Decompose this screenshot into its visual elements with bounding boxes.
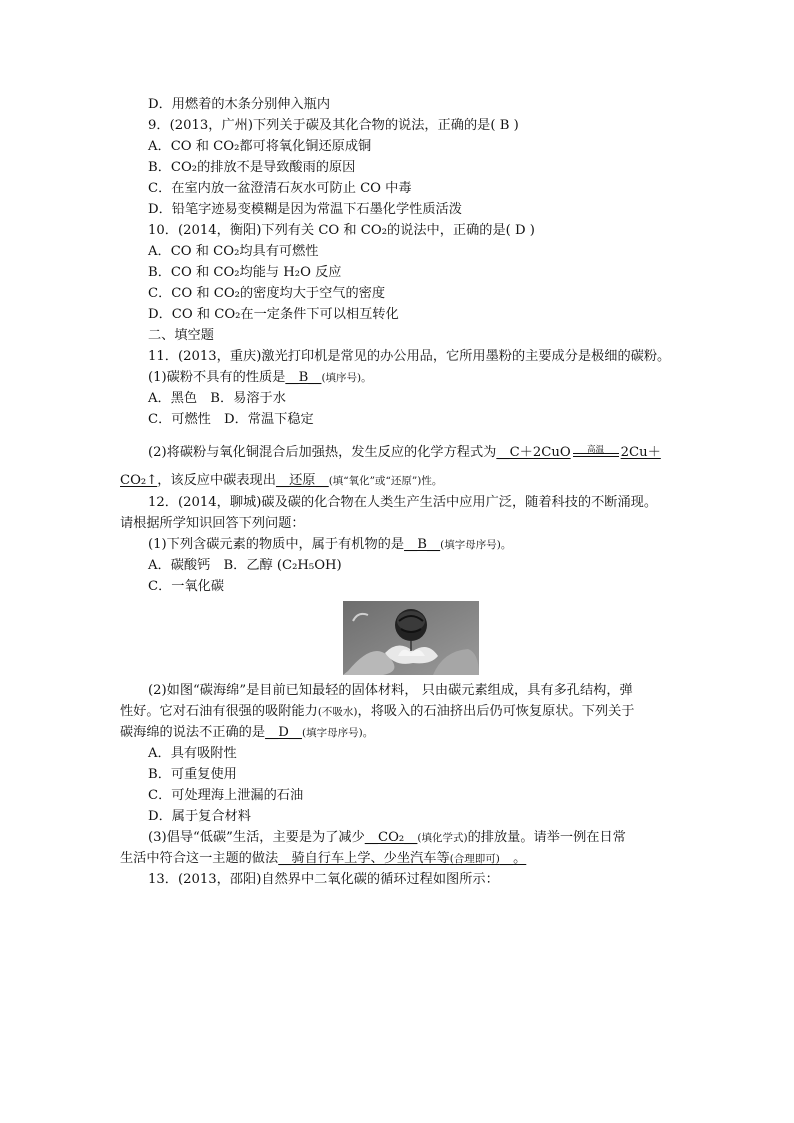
q12-part1 <box>148 536 511 554</box>
q11-part1-hint: (填序号)。 <box>321 372 372 384</box>
q12-part2-option-a: A．具有吸附性 <box>148 746 237 761</box>
q11-options-ab: A．黑色 B．易溶于水 <box>148 391 286 406</box>
q11-part2-answer: __还原__ <box>275 473 329 488</box>
q11-options-cd: C．可燃性 D．常温下稳定 <box>148 412 314 427</box>
q12-part3-hint1: (填化学式) <box>417 832 468 844</box>
q12-part2: (2)如图“碳海绵”是目前已知最轻的固体材料， 只由碳元素组成，具有多孔结构，弹 <box>148 683 633 698</box>
q12-part2-note: (不吸水) <box>317 706 358 718</box>
option-d-q9: D．铅笔字迹易变模糊是因为常温下石墨化学性质活泼 <box>148 202 462 217</box>
option-b-q9: B．CO₂的排放不是导致酸雨的原因 <box>148 160 356 175</box>
question-13: 13．(2013，邵阳)自然界中二氧化碳的循环过程如图所示： <box>148 872 499 887</box>
reaction-condition-label: 高温 <box>587 445 605 455</box>
q12-part2-text2: ，将吸入的石油挤出后仍可恢复原状。下列关于 <box>357 704 635 719</box>
q11-part2-cont <box>120 472 442 490</box>
q12-part1-answer: __B__ <box>404 537 441 552</box>
q11-part2-equation-end: CO₂↑ <box>120 473 158 488</box>
q11-part1-answer: __B__ <box>285 370 322 385</box>
q12-part2-hint: (填字母序号)。 <box>302 727 374 739</box>
q12-part2-option-c: C．可处理海上泄漏的石油 <box>148 788 304 803</box>
q11-part2-equation-left: __C＋2CuO <box>496 445 571 460</box>
section-heading: 二、填空题 <box>148 328 214 343</box>
q11-part2-hint: (填“氧化”或“还原”)性。 <box>328 475 443 487</box>
question-11: 11．(2013，重庆)激光打印机是常见的办公用品，它所用墨粉的主要成分是极细的碳粉。 <box>148 349 671 364</box>
q12-part2-text1: 性好。它对石油有很强的吸附能力 <box>120 704 318 719</box>
q11-part1-text: (1)碳粉不具有的性质是 <box>148 370 286 385</box>
q12-part3-hint2: (合理即可) <box>449 853 500 865</box>
q12-part2-cont1 <box>120 703 634 721</box>
option-a-q9: A．CO 和 CO₂都可将氧化铜还原成铜 <box>148 139 372 154</box>
q12-option-c: C．一氧化碳 <box>148 579 225 594</box>
q12-part3 <box>148 829 626 847</box>
q12-part3-end: __。 <box>499 851 527 866</box>
q12-part2-text3: 碳海绵的说法不正确的是 <box>120 725 266 740</box>
q12-part2-answer: __D__ <box>265 725 303 740</box>
question-12: 12．(2014，聊城)碳及碳的化合物在人类生产生活中应用广泛，随着科技的不断涌现。 <box>148 495 658 510</box>
q11-part2 <box>148 444 661 462</box>
q12-part1-hint: (填字母序号)。 <box>440 539 512 551</box>
q12-options-ab: A．碳酸钙 B．乙醇 (C₂H₅OH) <box>148 558 342 573</box>
q12-part2-cont2 <box>120 724 373 742</box>
option-d-q8: D．用燃着的木条分别伸入瓶内 <box>148 97 331 112</box>
q12-part2-option-b: B．可重复使用 <box>148 767 237 782</box>
q11-part1 <box>148 369 372 387</box>
q12-part3-text3: 生活中符合这一主题的做法 <box>120 851 279 866</box>
option-a-q10: A．CO 和 CO₂均具有可燃性 <box>148 244 319 259</box>
q12-part3-answer2: __骑自行车上学、少坐汽车等 <box>278 851 450 866</box>
q12-part2-option-d: D．属于复合材料 <box>148 809 251 824</box>
option-c-q10: C．CO 和 CO₂的密度均大于空气的密度 <box>148 286 386 301</box>
q11-part2-equation-right: 2Cu＋ <box>620 445 661 460</box>
q11-part2-text2: ，该反应中碳表现出 <box>157 473 276 488</box>
carbon-sponge-illustration <box>343 601 479 675</box>
question-9: 9．(2013，广州)下列关于碳及其化合物的说法，正确的是( B ) <box>148 118 519 133</box>
question-10: 10．(2014，衡阳)下列有关 CO 和 CO₂的说法中，正确的是( D ) <box>148 223 535 238</box>
q12-part3-answer1: __CO₂__ <box>364 830 418 845</box>
q12-part3-cont <box>120 850 526 868</box>
question-12-cont: 请根据所学知识回答下列问题： <box>120 516 305 531</box>
option-d-q10: D．CO 和 CO₂在一定条件下可以相互转化 <box>148 307 399 322</box>
q11-part2-text: (2)将碳粉与氧化铜混合后加强热，发生反应的化学方程式为 <box>148 445 497 460</box>
q12-part3-text2: 的排放量。请举一例在日常 <box>467 830 626 845</box>
q12-part3-text1: (3)倡导“低碳”生活，主要是为了减少 <box>148 830 365 845</box>
carbon-sponge-photo <box>343 601 479 675</box>
option-b-q10: B．CO 和 CO₂均能与 H₂O 反应 <box>148 265 342 280</box>
option-c-q9: C．在室内放一盆澄清石灰水可防止 CO 中毒 <box>148 181 412 196</box>
q12-part1-text: (1)下列含碳元素的物质中，属于有机物的是 <box>148 537 405 552</box>
reaction-condition <box>571 444 621 462</box>
